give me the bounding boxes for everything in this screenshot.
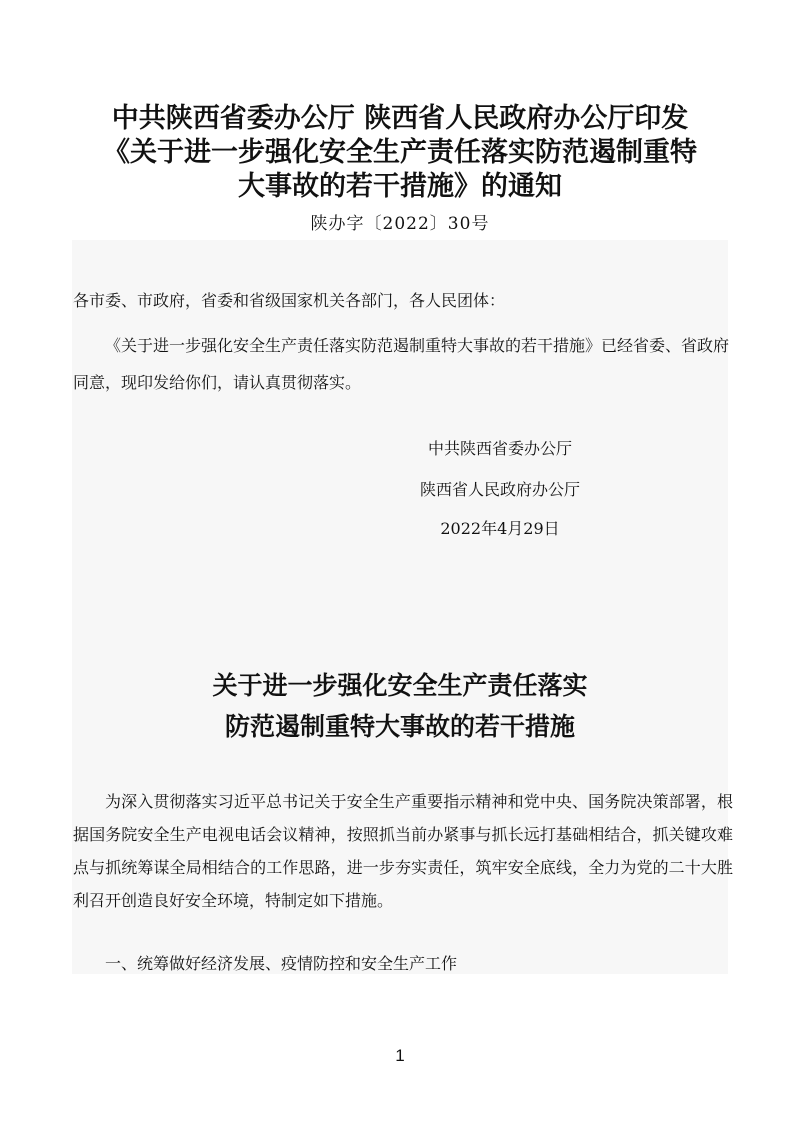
salutation: 各市委、市政府，省委和省级国家机关各部门，各人民团体： <box>73 291 506 310</box>
notice-body: 《关于进一步强化安全生产责任落实防范遏制重特大事故的若干措施》已经省委、省政府同意，现印发给你们，请认真贯彻落实。 <box>73 336 730 392</box>
measures-title-line-1: 关于进一步强化安全生产责任落实 <box>212 671 588 700</box>
page-number: 1 <box>395 1046 405 1065</box>
document-number: 陕办字〔2022〕30号 <box>310 214 490 234</box>
measures-title-line-2: 防范遏制重特大事故的若干措施 <box>224 712 575 741</box>
notice-title-line-1: 中共陕西省委办公厅 陕西省人民政府办公厅印发 <box>111 103 689 134</box>
notice-title-line-2: 《关于进一步强化安全生产责任落实防范遏制重特 <box>103 137 697 168</box>
signature-party-office: 中共陕西省委办公厅 <box>427 439 572 458</box>
notice-title <box>60 102 740 204</box>
notice-title-line-3: 大事故的若干措施》的通知 <box>238 171 562 202</box>
signature-government-office: 陕西省人民政府办公厅 <box>419 480 580 499</box>
measures-intro: 为深入贯彻落实习近平总书记关于安全生产重要指示精神和党中央、国务院决策部署，根据国务院安全生产电视电话会议精神，按照抓当前办紧事与抓长远打基础相结合，抓关键攻难点与抓统筹谋全局相结合的工作思路，进一步夯实责任，筑牢安全底线，全力为党的二十大胜利召开创造良好安全环境，特制定如下措施。 <box>73 792 733 910</box>
issue-date: 2022年4月29日 <box>440 519 560 538</box>
measures-title <box>0 665 800 747</box>
section-heading-1: 一、统筹做好经济发展、疫情防控和安全生产工作 <box>105 954 458 973</box>
